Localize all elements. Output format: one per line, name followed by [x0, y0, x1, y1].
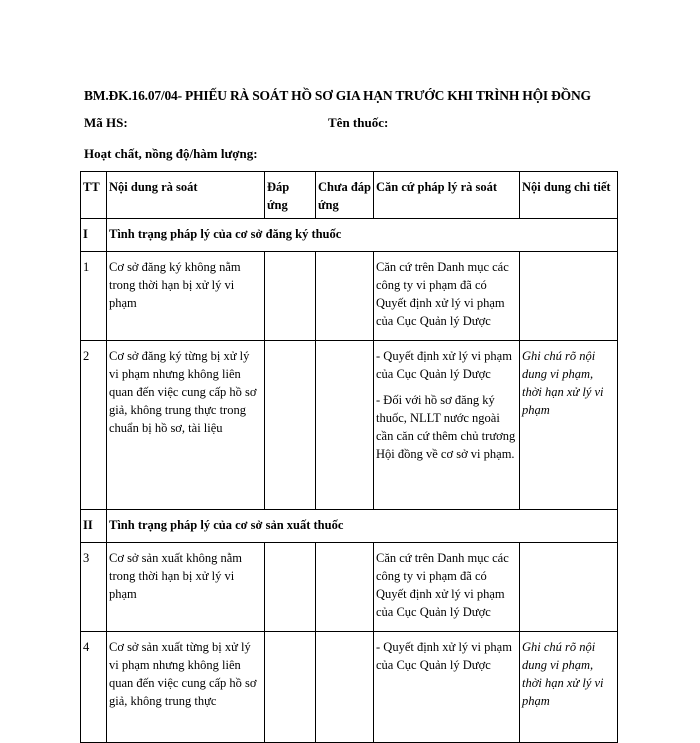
section-numeral: I	[81, 219, 107, 252]
can-cu-text: - Quyết định xử lý vi phạm của Cục Quản lý Dược	[376, 349, 512, 381]
row-chi-tiet[interactable]: Ghi chú rõ nội dung vi phạm, thời hạn xử lý vi phạm	[520, 632, 618, 743]
row-noi-dung: Cơ sở sản xuất không nằm trong thời hạn bị xử lý vi phạm	[107, 543, 265, 632]
can-cu-text: Căn cứ trên Danh mục các công ty vi phạm đã có Quyết định xử lý vi phạm của Cục Quản lý Dược	[376, 551, 509, 619]
header-can-cu: Căn cứ pháp lý rà soát	[374, 172, 520, 219]
can-cu-text: Căn cứ trên Danh mục các công ty vi phạm đã có Quyết định xử lý vi phạm của Cục Quản lý Dược	[376, 260, 509, 328]
header-chua-dap-ung: Chưa đáp ứng	[316, 172, 374, 219]
ma-hs-label: Mã HS:	[84, 115, 128, 130]
section-title: Tình trạng pháp lý của cơ sở sản xuất thuốc	[107, 510, 618, 543]
can-cu-text: - Quyết định xử lý vi phạm của Cục Quản lý Dược	[376, 640, 512, 672]
row-noi-dung: Cơ sở đăng ký không nằm trong thời hạn bị xử lý vi phạm	[107, 252, 265, 341]
row-can-cu	[374, 341, 520, 510]
row-can-cu	[374, 252, 520, 341]
table-row	[81, 632, 618, 743]
can-cu-text: - Đối với hồ sơ đăng ký thuốc, NLLT nước ngoài cần căn cứ thêm chủ trương Hội đồng về cơ sở vi phạm.	[376, 393, 516, 461]
section-title: Tình trạng pháp lý của cơ sở đăng ký thuốc	[107, 219, 618, 252]
header-tt: TT	[81, 172, 107, 219]
chua-dap-ung-cell[interactable]	[316, 632, 374, 743]
dap-ung-cell[interactable]	[265, 252, 316, 341]
hoat-chat-label: Hoạt chất, nồng độ/hàm lượng:	[84, 146, 258, 161]
table-row	[81, 252, 618, 341]
section-row	[81, 510, 618, 543]
header-dap-ung: Đáp ứng	[265, 172, 316, 219]
chua-dap-ung-cell[interactable]	[316, 341, 374, 510]
header-chi-tiet: Nội dung chi tiết	[520, 172, 618, 219]
chua-dap-ung-cell[interactable]	[316, 252, 374, 341]
form-title: BM.ĐK.16.07/04- PHIẾU RÀ SOÁT HỒ SƠ GIA HẠN TRƯỚC KHI TRÌNH HỘI ĐỒNG	[84, 88, 591, 103]
dap-ung-cell[interactable]	[265, 632, 316, 743]
dap-ung-cell[interactable]	[265, 341, 316, 510]
table-row	[81, 543, 618, 632]
row-number: 3	[81, 543, 107, 632]
ten-thuoc-label: Tên thuốc:	[328, 115, 389, 130]
row-number: 1	[81, 252, 107, 341]
header-noi-dung: Nội dung rà soát	[107, 172, 265, 219]
chua-dap-ung-cell[interactable]	[316, 543, 374, 632]
row-can-cu	[374, 632, 520, 743]
dap-ung-cell[interactable]	[265, 543, 316, 632]
review-table	[80, 171, 618, 743]
row-number: 4	[81, 632, 107, 743]
row-noi-dung: Cơ sở đăng ký từng bị xử lý vi phạm nhưng không liên quan đến việc cung cấp hồ sơ giả, không trung thực trong chuẩn bị hồ sơ, tài liệu	[107, 341, 265, 510]
row-chi-tiet[interactable]	[520, 252, 618, 341]
row-chi-tiet[interactable]: Ghi chú rõ nội dung vi phạm, thời hạn xử lý vi phạm	[520, 341, 618, 510]
table-header-row	[81, 172, 618, 219]
row-noi-dung: Cơ sở sản xuất từng bị xử lý vi phạm nhưng không liên quan đến việc cung cấp hồ sơ giả, không trung thực	[107, 632, 265, 743]
section-row	[81, 219, 618, 252]
row-number: 2	[81, 341, 107, 510]
row-can-cu	[374, 543, 520, 632]
row-chi-tiet[interactable]	[520, 543, 618, 632]
table-row	[81, 341, 618, 510]
section-numeral: II	[81, 510, 107, 543]
